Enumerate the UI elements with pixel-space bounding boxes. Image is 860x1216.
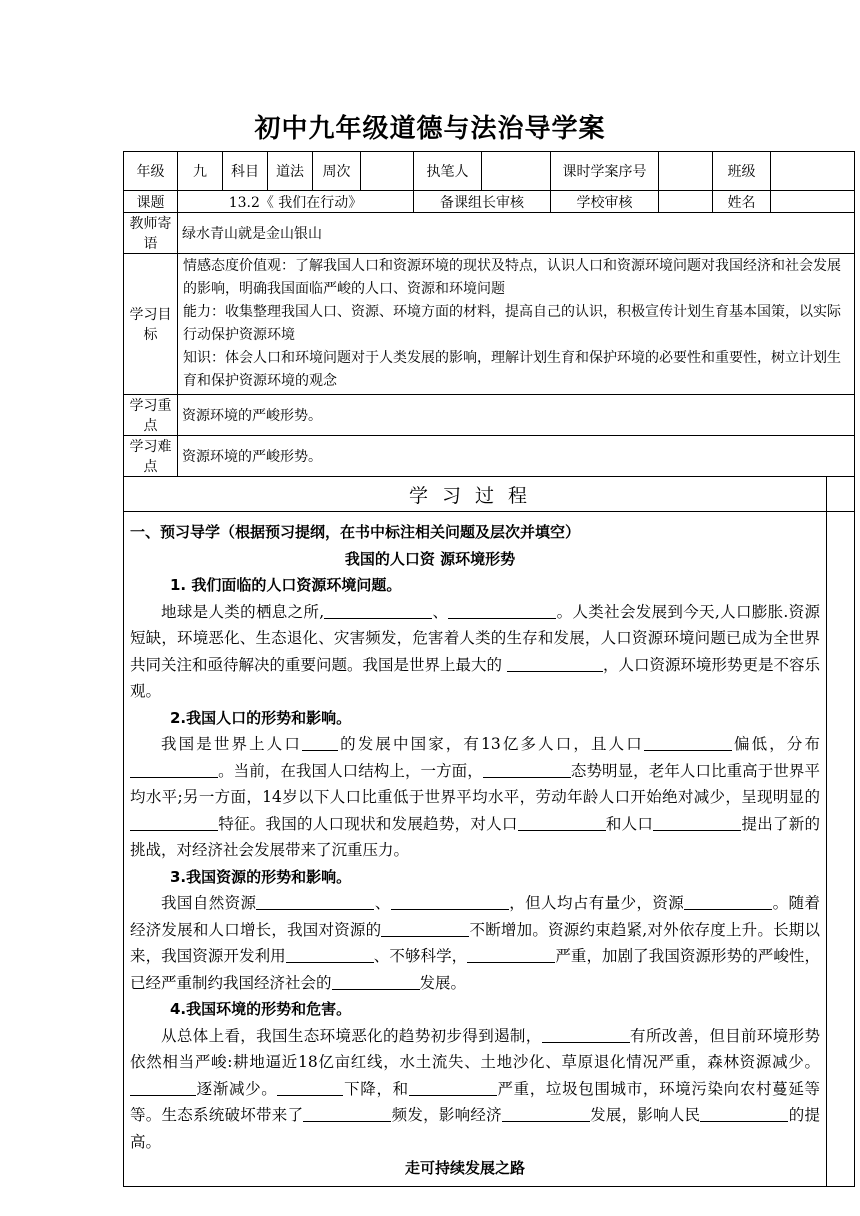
header-row-1 [124,152,855,191]
blank[interactable] [448,602,556,619]
process-title: 学习过程 [124,477,827,512]
blank[interactable] [684,894,772,911]
grade-label: 年级 [124,152,178,191]
difficulty-value: 资源环境的严峻形势。 [178,436,855,477]
process-body-row [124,512,855,1187]
message-value: 绿水青山就是金山银山 [178,213,855,254]
difficulty-label: 学习难点 [124,436,178,477]
message-row [124,213,855,254]
heading-2: 2.我国人口的形势和影响。 [170,708,352,727]
heading-3: 3.我国资源的形势和影响。 [170,867,352,886]
blank[interactable] [130,814,218,831]
blank[interactable] [409,1079,497,1096]
blank[interactable] [518,814,606,831]
leader-label: 备课组长审核 [414,191,551,213]
blank[interactable] [277,1079,343,1096]
author-value[interactable] [482,152,551,191]
blank[interactable] [700,1106,788,1123]
difficulty-row [124,436,855,477]
school-label: 学校审核 [551,191,659,213]
subject-value: 道法 [268,152,313,191]
week-value[interactable] [361,152,414,191]
grade-value: 九 [178,152,223,191]
key-label: 学习重点 [124,395,178,436]
paragraph-1: 地球是人类的栖息之所, 、 。人类社会发展到今天,人口膨胀.资源短缺，环境恶化、生态退化、灾害频发，危害着人类的生存和发展，人口资源环境问题已成为全世界共同关注和亟待解决的重要问题。我国是世界上最大的 ，人口资源环境形势更是不容乐观。 [130,602,820,700]
blank[interactable] [130,761,218,778]
blank[interactable] [644,735,732,752]
blank[interactable] [507,655,603,672]
objectives-label: 学习目标 [124,254,178,395]
process-header-row [124,477,855,512]
heading-1: 1. 我们面临的人口资源环境问题。 [170,576,402,594]
message-label: 教师寄语 [124,213,178,254]
heading-4: 4.我国环境的形势和危害。 [170,1000,352,1018]
class-value[interactable] [771,152,855,191]
paragraph-4: 从总体上看，我国生态环境恶化的趋势初步得到遏制， 有所改善，但目前环境形势依然相当严峻:耕地逼近18亿亩红线，水土流失、土地沙化、草原退化情况严重，森林资源减少。逐渐减少。 下降，和 严重，垃圾包围城市，环境污染向农村蔓延等等。生态系统破坏带来了 频发，影响经济 发展，影响人民 的提高。 [130,1026,820,1151]
blank[interactable] [303,1106,391,1123]
class-label: 班级 [713,152,771,191]
blank[interactable] [467,947,555,964]
school-value[interactable] [659,191,713,213]
objectives-cell [178,254,855,395]
blank[interactable] [391,894,509,911]
seq-value[interactable] [659,152,713,191]
topic-value: 13.2《 我们在行动》 [178,191,414,213]
topic-label: 课题 [124,191,178,213]
subject-label: 科目 [223,152,268,191]
key-row [124,395,855,436]
seq-label: 课时学案序号 [551,152,659,191]
header-row-2 [124,191,855,213]
blank[interactable] [502,1106,590,1123]
blank[interactable] [324,602,432,619]
process-body [124,512,827,1187]
objective-knowledge: 知识：体会人口和环境问题对于人类发展的影响，理解计划生育和保护环境的必要性和重要性，树立计划生育和保护资源环境的观念 [183,350,841,389]
page-title: 初中九年级道德与法治导学案 [254,114,606,144]
objective-attitude: 情感态度价值观：了解我国人口和资源环境的现状及特点，认识人口和资源环境问题对我国经济和社会发展的影响，明确我国面临严峻的人口、资源和环境问题 [183,258,841,297]
blank[interactable] [381,920,469,937]
blank[interactable] [483,761,571,778]
name-value[interactable] [771,191,855,213]
lesson-table [123,151,855,1187]
blank[interactable] [302,735,338,752]
objectives-row [124,254,855,395]
blank[interactable] [653,814,741,831]
subtitle-situation: 我国的人口资 源环境形势 [344,549,516,568]
name-label: 姓名 [713,191,771,213]
blank[interactable] [256,894,374,911]
blank[interactable] [542,1026,630,1043]
blank[interactable] [332,973,420,990]
objective-ability: 能力：收集整理我国人口、资源、环境方面的材料，提高自己的认识，积极宣传计划生育基本国策，以实际行动保护资源环境 [183,304,841,343]
blank[interactable] [286,947,374,964]
subtitle-sustainable: 走可持续发展之路 [404,1159,525,1177]
paragraph-3: 我国自然资源 、 ，但人均占有量少，资源 。随着经济发展和人口增长，我国对资源的 不断增加。资源约束趋紧,对外依存度上升。长期以来，我国资源开发利用 、不够科学， 严重，加剧了我国资源形势的严峻性，已经严重制约我国经济社会的 发展。 [130,894,820,992]
paragraph-2: 我国是世界上人口 的发展中国家，有13亿多人口，且人口 偏低，分布。当前，在我国人口结构上，一方面， 态势明显，老年人口比重高于世界平均水平;另一方面，14岁以下人口比重低于世界平均水平，劳动年龄人口开始绝对减少，呈现明显的特征。我国的人口现状和发展趋势，对人口 和人口 提出了新的挑战，对经济社会发展带来了沉重压力。 [130,735,820,859]
process-side-cell [827,477,855,512]
key-value: 资源环境的严峻形势。 [178,395,855,436]
process-side-cell-body [827,512,855,1187]
section-heading: 一、预习导学（根据预习提纲，在书中标注相关问题及层次并填空） [130,523,581,541]
week-label: 周次 [313,152,361,191]
blank[interactable] [130,1079,196,1096]
author-label: 执笔人 [414,152,482,191]
